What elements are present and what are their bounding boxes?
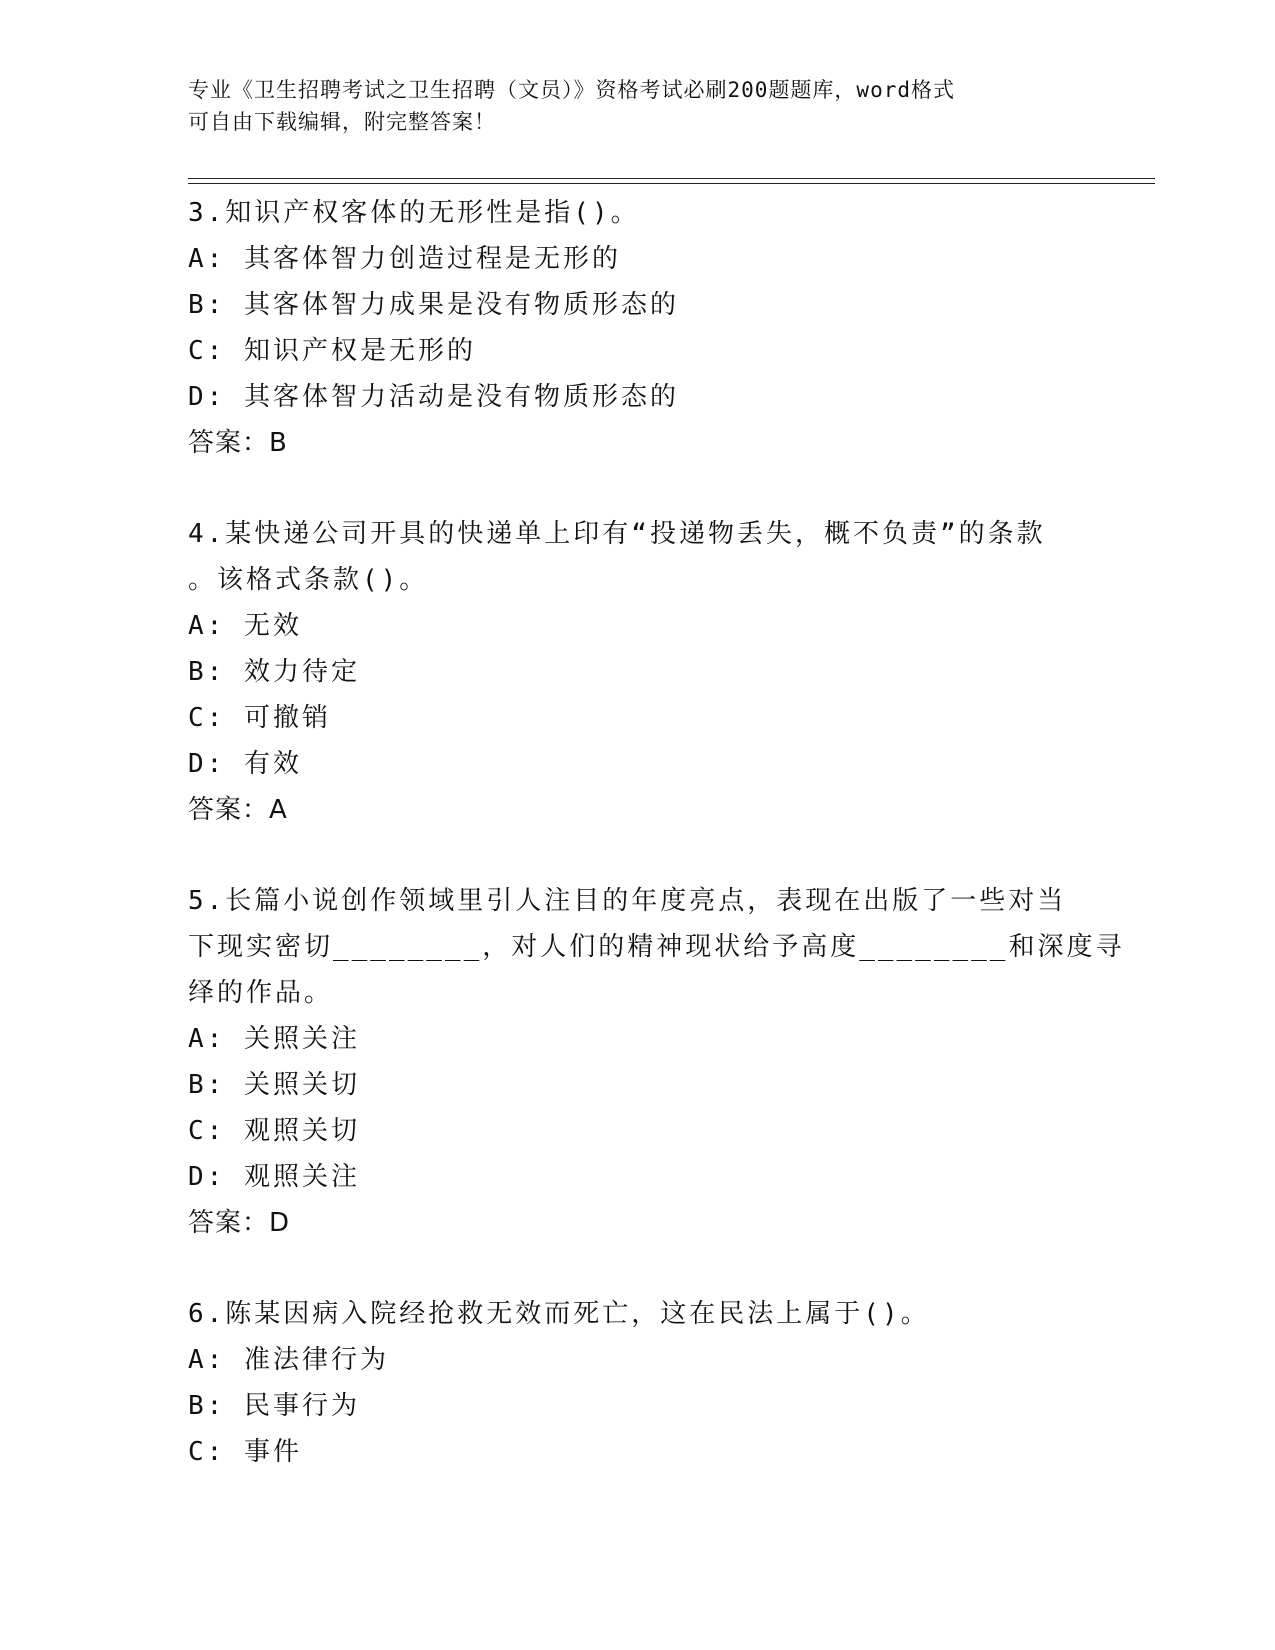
- question-text: 。该格式条款()。: [188, 565, 429, 595]
- question-5: [188, 878, 1125, 1246]
- header-rule-top: [188, 178, 1155, 179]
- spacer: [188, 833, 1088, 878]
- question-text: 绎的作品。: [188, 978, 334, 1008]
- question-text: 6.陈某因病入院经抢救无效而死亡，这在民法上属于()。: [188, 1299, 930, 1329]
- question-3: [188, 190, 1088, 466]
- spacer: [188, 1246, 1088, 1291]
- option-a: A: 无效: [188, 611, 302, 641]
- question-text: 4.某快递公司开具的快递单上印有“投递物丢失，概不负责”的条款: [188, 519, 1046, 549]
- answer: 答案：B: [188, 428, 288, 458]
- header-line-2: 可自由下载编辑，附完整答案！: [188, 110, 496, 134]
- header-line-1: 专业《卫生招聘考试之卫生招聘（文员）》资格考试必刷200题题库，word格式: [188, 78, 955, 102]
- option-c: C: 知识产权是无形的: [188, 336, 476, 366]
- option-c: C: 可撤销: [188, 703, 331, 733]
- option-d: D: 观照关注: [188, 1162, 360, 1192]
- option-a: A: 关照关注: [188, 1024, 360, 1054]
- question-4: [188, 511, 1088, 833]
- option-b: B: 效力待定: [188, 657, 360, 687]
- option-b: B: 民事行为: [188, 1391, 360, 1421]
- option-a: A: 准法律行为: [188, 1345, 389, 1375]
- answer: 答案：D: [188, 1208, 291, 1238]
- option-a: A: 其客体智力创造过程是无形的: [188, 244, 621, 274]
- option-d: D: 有效: [188, 749, 302, 779]
- question-6: [188, 1291, 1088, 1475]
- option-d: D: 其客体智力活动是没有物质形态的: [188, 382, 679, 412]
- header-rule-bottom: [188, 183, 1155, 184]
- document-header: [188, 74, 1078, 138]
- option-b: B: 关照关切: [188, 1070, 360, 1100]
- question-text: 下现实密切________，对人们的精神现状给予高度________和深度寻: [188, 932, 1125, 962]
- question-text: 3.知识产权客体的无形性是指()。: [188, 198, 640, 228]
- spacer: [188, 466, 1088, 511]
- option-b: B: 其客体智力成果是没有物质形态的: [188, 290, 679, 320]
- question-text: 5.长篇小说创作领域里引人注目的年度亮点，表现在出版了一些对当: [188, 886, 1067, 916]
- answer: 答案：A: [188, 795, 288, 825]
- option-c: C: 事件: [188, 1437, 302, 1467]
- option-c: C: 观照关切: [188, 1116, 360, 1146]
- question-list: [188, 190, 1125, 1475]
